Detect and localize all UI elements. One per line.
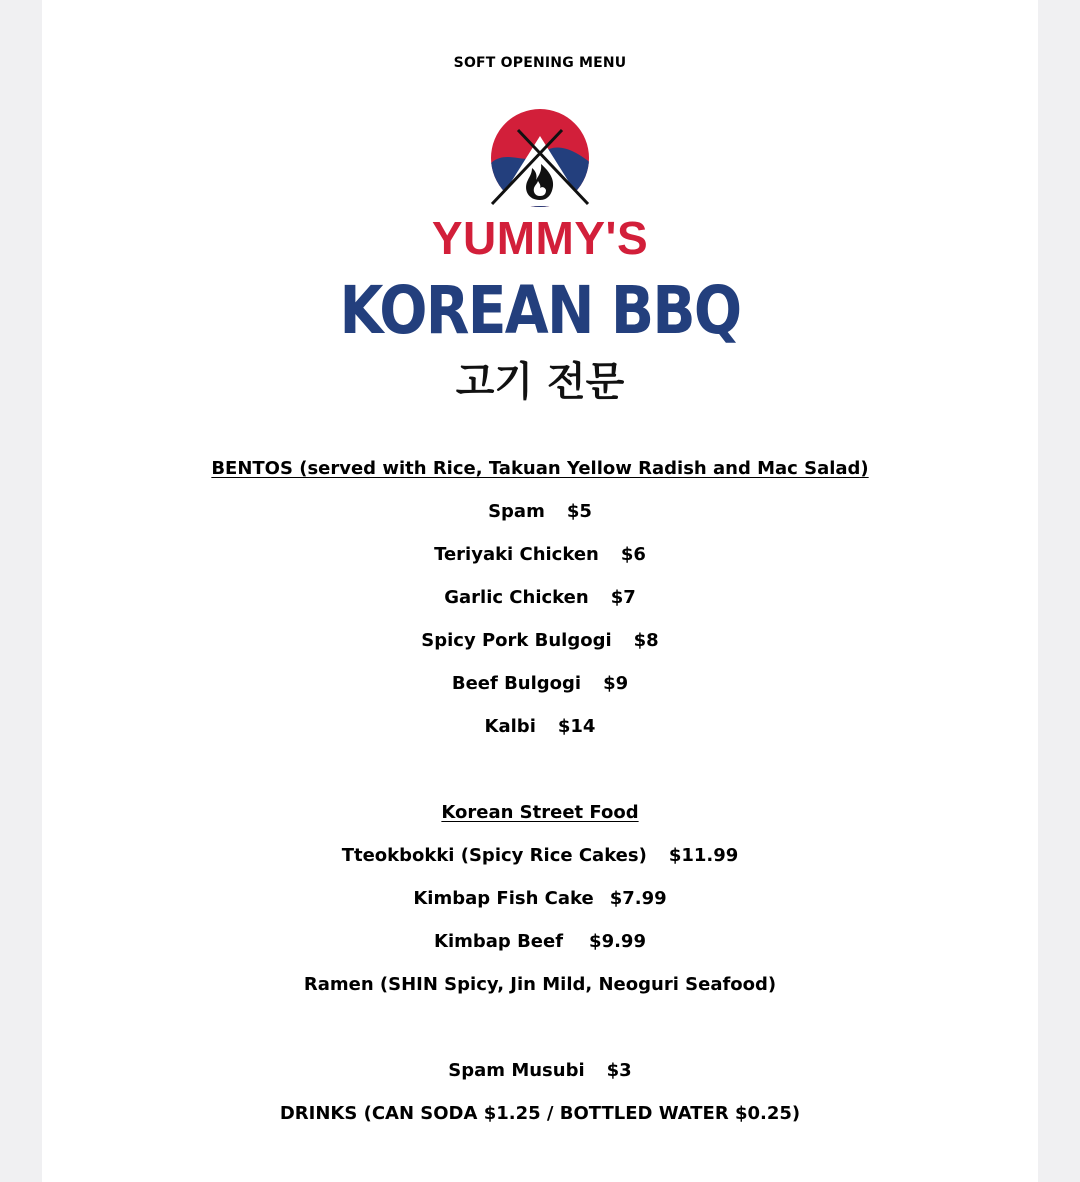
menu-item [42, 888, 1038, 909]
menu-item [42, 716, 1038, 737]
drinks-line: DRINKS (CAN SODA $1.25 / BOTTLED WATER $0.25) [279, 1103, 801, 1124]
item-name: Kimbap Fish Cake [413, 888, 594, 909]
bentos-heading: BENTOS (served with Rice, Takuan Yellow Radish and Mac Salad) [211, 458, 869, 479]
item-name: Ramen (SHIN Spicy, Jin Mild, Neoguri Seafood) [303, 974, 777, 995]
item-name: Kimbap Beef [434, 931, 564, 952]
menu-item [42, 845, 1038, 866]
menu-item [42, 931, 1038, 952]
brand-yummys: YUMMY'S [431, 212, 649, 264]
item-price: $9.99 [589, 931, 646, 952]
item-price: $14 [557, 716, 596, 737]
item-price: $6 [620, 544, 646, 565]
menu-item [42, 544, 1038, 565]
menu-item [42, 673, 1038, 694]
item-price: $5 [566, 501, 592, 522]
item-name: Garlic Chicken [444, 587, 589, 608]
item-price: $7 [610, 587, 636, 608]
item-price: $7.99 [609, 888, 667, 909]
item-name: Beef Bulgogi [451, 673, 582, 694]
item-price: $11.99 [668, 845, 739, 866]
menu-item [42, 501, 1038, 522]
street-food-heading: Korean Street Food [441, 802, 639, 823]
soft-opening-title: SOFT OPENING MENU [453, 55, 627, 71]
brand-korean-text: 고기 전문 [455, 359, 625, 405]
item-price: $8 [633, 630, 659, 651]
item-name: Kalbi [484, 716, 536, 737]
item-name: Spam [488, 501, 545, 522]
menu-item [42, 1060, 1038, 1081]
menu-item [42, 587, 1038, 608]
bbq-logo-icon [488, 108, 592, 208]
item-name: Teriyaki Chicken [434, 544, 599, 565]
menu-page [42, 0, 1038, 1182]
item-name: Spicy Pork Bulgogi [421, 630, 612, 651]
menu-item [42, 974, 1038, 995]
item-price: $3 [606, 1060, 632, 1081]
brand-korean-bbq: KOREAN BBQ [339, 272, 741, 349]
item-name: Tteokbokki (Spicy Rice Cakes) [341, 845, 647, 866]
item-price: $9 [603, 673, 629, 694]
menu-item [42, 630, 1038, 651]
item-name: Spam Musubi [448, 1060, 585, 1081]
